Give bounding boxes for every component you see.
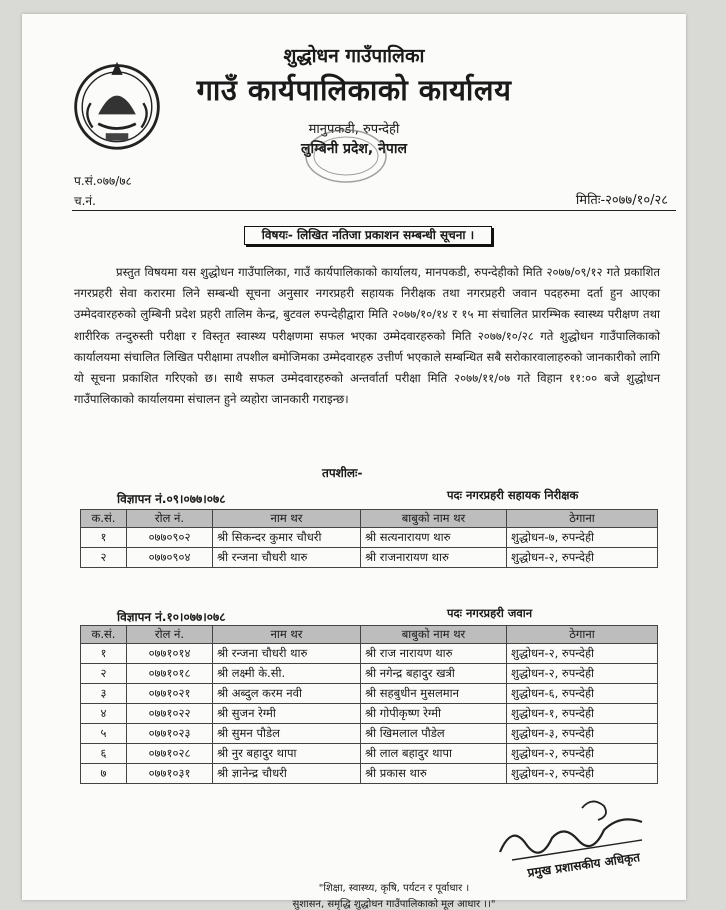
col-address: ठेगाना — [507, 510, 658, 528]
cell-roll: ०७७०९०२ — [127, 528, 213, 548]
table-row — [81, 664, 658, 684]
results-table-2 — [80, 625, 658, 784]
advert-number-2: विज्ञापन नं.१०।०७७।०७८ — [117, 610, 226, 624]
cell-address: शुद्धोधन-२, रुपन्देही — [507, 744, 658, 764]
notice-page — [22, 14, 686, 910]
cell-sn: ७ — [81, 764, 127, 784]
table-row — [81, 704, 658, 724]
cell-sn: ५ — [81, 724, 127, 744]
cell-name: श्री सुजन रेग्मी — [213, 704, 361, 724]
post-name-2: पदः नगरप्रहरी जवान — [447, 606, 533, 620]
cell-address: शुद्धोधन-१, रुपन्देही — [507, 704, 658, 724]
cell-sn: ६ — [81, 744, 127, 764]
post-name-1: पदः नगरप्रहरी सहायक निरीक्षक — [447, 488, 579, 502]
cell-sn: २ — [81, 548, 127, 568]
cell-address: शुद्धोधन-७, रुपन्देही — [507, 528, 658, 548]
cell-address: शुद्धोधन-२, रुपन्देही — [507, 548, 658, 568]
footer-slogan-line-2: सुशासन, समृद्धि शुद्धोधन गाउँपालिकाको मूल आधार ।।" — [292, 899, 496, 910]
org-name: शुद्धोधन गाउँपालिका — [283, 45, 425, 67]
dispatch-number: च.नं. — [74, 194, 96, 208]
cell-name: श्री अब्दुल करम नवी — [213, 684, 361, 704]
cell-sn: १ — [81, 528, 127, 548]
cell-father: श्री सहबुधीन मुसलमान — [361, 684, 507, 704]
details-label: तपशीलः- — [322, 466, 363, 480]
address-line-1: मानुपकडी, रुपन्देही — [308, 122, 400, 137]
cell-name: श्री लक्ष्मी के.सी. — [213, 664, 361, 684]
table-row — [81, 744, 658, 764]
cell-father: श्री खिमलाल पौडेल — [361, 724, 507, 744]
col-roll: रोल नं. — [127, 510, 213, 528]
cell-sn: ४ — [81, 704, 127, 724]
notice-subject: विषयः- लिखित नतिजा प्रकाशन सम्बन्धी सूचना । — [244, 226, 492, 245]
table-row — [81, 548, 658, 568]
cell-roll: ०७७१०२८ — [127, 744, 213, 764]
cell-father: श्री लाल बहादुर थापा — [361, 744, 507, 764]
office-name: गाउँ कार्यपालिकाको कार्यालय — [196, 73, 512, 107]
table-row — [81, 684, 658, 704]
header-divider — [72, 210, 676, 211]
cell-roll: ०७७१०२२ — [127, 704, 213, 724]
reference-number: प.सं.०७७/७८ — [74, 174, 132, 188]
col-roll: रोल नं. — [127, 626, 213, 644]
cell-roll: ०७७१०१४ — [127, 644, 213, 664]
col-father: बाबुको नाम थर — [361, 626, 507, 644]
cell-roll: ०७७०९०४ — [127, 548, 213, 568]
cell-roll: ०७७१०२१ — [127, 684, 213, 704]
cell-roll: ०७७१०२३ — [127, 724, 213, 744]
col-name: नाम थर — [213, 510, 361, 528]
cell-father: श्री प्रकास थारु — [361, 764, 507, 784]
cell-address: शुद्धोधन-२, रुपन्देही — [507, 764, 658, 784]
table-row — [81, 724, 658, 744]
signatory-title: प्रमुख प्रशासकीय अधिकृत — [526, 850, 641, 880]
notice-body: प्रस्तुत विषयमा यस शुद्धोधन गाउँपालिका, गाउँ कार्यपालिकाको कार्यालय, मानपकडी, रुपन्देहीको मिति २०७७/०९/१२ गते प्रकाशित नगरप्रहरी सेवा करारमा लिने सम्बन्धी सूचना अनुसार नगरप्रहरी सहायक निरीक्षक तथा नगरप्रहरी जवान पदहरुमा दर्ता हुन आएका उम्मेदवारहरुको लुम्बिनी प्रदेश प्रहरी तालिम केन्द्र, बुटवल रुपन्देहीद्वारा मिति २०७७/१०/१४ र १५ मा संचालित प्रारम्भिक स्वास्थ्य परीक्षण तथा शारीरिक तन्दुरुस्ती परीक्षा र विस्तृत स्वास्थ्य परीक्षणमा सफल भएका उम्मेदवारहरुको मिति २०७७/१०/२८ गते शुद्धोधन गाउँपालिकाको कार्यालयमा संचालित लिखित परीक्षामा तपशील बमोजिमका उम्मेदवारहरु उत्तीर्ण भएकाले सम्बन्धित सबै सरोकारवालाहरुको जानकारीको लागि यो सूचना प्रकाशित गरिएको छ। साथै सफल उम्मेदवारहरुको अन्तर्वार्ता परीक्षा मिति २०७७/११/०७ गते विहान ११:०० बजे शुद्धोधन गाउँपालिकाको कार्यालयमा संचालन हुने व्यहोरा जानकारी गराइन्छ। — [74, 265, 660, 407]
cell-father: श्री राज नारायण थारु — [361, 644, 507, 664]
cell-address: शुद्धोधन-६, रुपन्देही — [507, 684, 658, 704]
cell-sn: २ — [81, 664, 127, 684]
cell-roll: ०७७१०१८ — [127, 664, 213, 684]
col-sn: क.सं. — [81, 626, 127, 644]
cell-name: श्री सुमन पौडेल — [213, 724, 361, 744]
cell-name: श्री ज्ञानेन्द्र चौधरी — [213, 764, 361, 784]
cell-roll: ०७७१०३१ — [127, 764, 213, 784]
cell-father: श्री सत्यनारायण थारु — [361, 528, 507, 548]
results-table-1 — [80, 509, 658, 568]
cell-sn: ३ — [81, 684, 127, 704]
table-header-row — [81, 510, 658, 528]
office-seal-stamp — [302, 126, 390, 186]
col-father: बाबुको नाम थर — [361, 510, 507, 528]
cell-name: श्री नुर बहादुर थापा — [213, 744, 361, 764]
cell-name: श्री रन्जना चौधरी थारु — [213, 548, 361, 568]
col-name: नाम थर — [213, 626, 361, 644]
cell-address: शुद्धोधन-२, रुपन्देही — [507, 664, 658, 684]
cell-address: शुद्धोधन-३, रुपन्देही — [507, 724, 658, 744]
cell-father: श्री राजनारायण थारु — [361, 548, 507, 568]
table-row — [81, 644, 658, 664]
advert-number-1: विज्ञापन नं.०९।०७७।०७८ — [117, 492, 226, 506]
address-line-2: लुम्बिनी प्रदेश, नेपाल — [301, 141, 407, 157]
notice-date: मितिः-२०७७/१०/२८ — [575, 193, 668, 208]
table-header-row — [81, 626, 658, 644]
col-sn: क.सं. — [81, 510, 127, 528]
cell-father: श्री नगेन्द्र बहादुर खत्री — [361, 664, 507, 684]
table-row — [81, 528, 658, 548]
col-address: ठेगाना — [507, 626, 658, 644]
cell-father: श्री गोपीकृष्ण रेग्मी — [361, 704, 507, 724]
cell-sn: १ — [81, 644, 127, 664]
cell-address: शुद्धोधन-२, रुपन्देही — [507, 644, 658, 664]
table-row — [81, 764, 658, 784]
cell-name: श्री सिकन्दर कुमार चौधरी — [213, 528, 361, 548]
cell-name: श्री रन्जना चौधरी थारु — [213, 644, 361, 664]
footer-slogan-line-1: "शिक्षा, स्वास्थ्य, कृषि, पर्यटन र पूर्वाधार । — [318, 883, 470, 894]
